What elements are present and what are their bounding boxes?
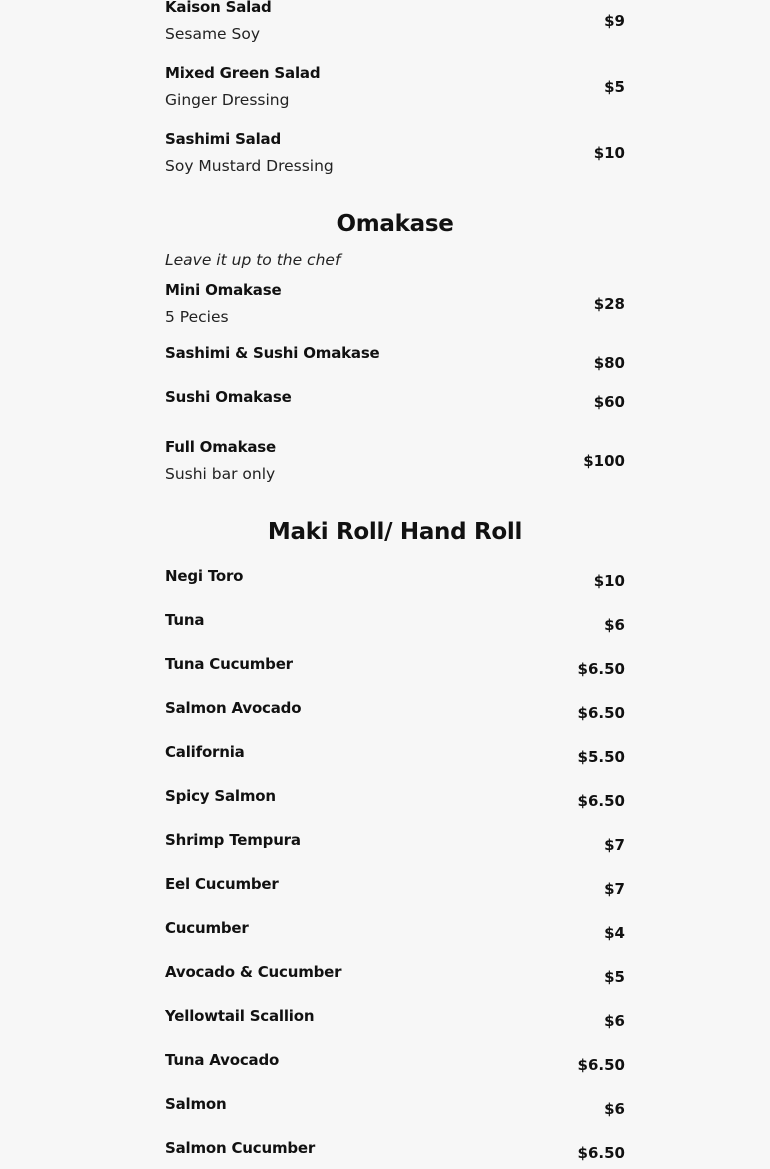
item-price: $10: [593, 143, 625, 162]
item-price: $28: [593, 294, 625, 313]
item-name: California: [165, 743, 245, 761]
item-name: Salmon Avocado: [165, 699, 302, 717]
item-name: Avocado & Cucumber: [165, 963, 342, 981]
section-title-maki: Maki Roll/ Hand Roll: [267, 519, 523, 545]
item-description: 5 Pecies: [165, 308, 229, 326]
salad-list: [165, 0, 625, 186]
menu-item-salmon: [165, 1091, 625, 1135]
item-description: Sushi bar only: [165, 465, 276, 483]
item-description: Ginger Dressing: [165, 91, 290, 109]
menu-item-eel-cucumber: [165, 871, 625, 915]
item-name: Salmon Cucumber: [165, 1139, 316, 1157]
item-name: Negi Toro: [165, 567, 244, 585]
item-name: Mini Omakase: [165, 281, 282, 299]
item-price: $6: [604, 1012, 625, 1030]
menu-item-tuna-avocado: [165, 1047, 625, 1091]
item-name: Tuna Avocado: [165, 1051, 280, 1069]
item-description: Soy Mustard Dressing: [165, 157, 334, 175]
menu-item-avocado-cucumber: [165, 959, 625, 1003]
item-price: $6.50: [577, 1144, 625, 1162]
item-price: $9: [604, 11, 625, 30]
omakase-section: [165, 206, 625, 494]
menu-item-kaison-salad: [165, 0, 625, 54]
menu-item-cucumber: [165, 915, 625, 959]
item-name: Tuna Cucumber: [165, 655, 293, 673]
item-price: $6.50: [577, 660, 625, 678]
item-price: $6.50: [577, 792, 625, 810]
item-price: $6: [604, 1100, 625, 1118]
item-price: $80: [593, 354, 625, 372]
item-name: Sashimi Salad: [165, 130, 281, 148]
item-price: $4: [604, 924, 625, 942]
menu-item-yellowtail-scallion: [165, 1003, 625, 1047]
item-price: $60: [593, 393, 625, 411]
menu-item-negi-toro: [165, 563, 625, 607]
menu-item-salmon-avocado: [165, 695, 625, 739]
item-price: $6: [604, 616, 625, 634]
item-name: Cucumber: [165, 919, 249, 937]
item-name: Yellowtail Scallion: [165, 1007, 315, 1025]
menu-item-tuna: [165, 607, 625, 651]
item-price: $6.50: [577, 704, 625, 722]
menu-item-full-omakase: [165, 428, 625, 494]
item-name: Eel Cucumber: [165, 875, 279, 893]
item-price: $100: [583, 451, 625, 470]
maki-section: [165, 514, 625, 1169]
menu-item-california: [165, 739, 625, 783]
item-name: Spicy Salmon: [165, 787, 276, 805]
item-name: Tuna: [165, 611, 205, 629]
item-price: $6.50: [577, 1056, 625, 1074]
item-price: $5.50: [577, 748, 625, 766]
item-price: $5: [604, 968, 625, 986]
item-name: Salmon: [165, 1095, 227, 1113]
menu-item-shrimp-tempura: [165, 827, 625, 871]
menu-item-spicy-salmon: [165, 783, 625, 827]
item-name: Sushi Omakase: [165, 388, 292, 406]
section-subtitle: Leave it up to the chef: [165, 251, 341, 269]
item-price: $7: [604, 880, 625, 898]
menu-item-mixed-green-salad: [165, 54, 625, 120]
menu-item-sushi-omakase: [165, 384, 625, 428]
menu-column: [165, 0, 625, 1169]
item-name: Kaison Salad: [165, 0, 272, 16]
item-price: $5: [604, 77, 625, 96]
menu-item-tuna-cucumber: [165, 651, 625, 695]
item-price: $10: [593, 572, 625, 590]
item-price: $7: [604, 836, 625, 854]
menu-item-mini-omakase: [165, 274, 625, 334]
menu-item-sashimi-salad: [165, 120, 625, 186]
item-description: Sesame Soy: [165, 25, 261, 43]
item-name: Full Omakase: [165, 438, 276, 456]
section-title-omakase: Omakase: [336, 211, 454, 237]
item-name: Mixed Green Salad: [165, 64, 321, 82]
menu-item-salmon-cucumber: [165, 1135, 625, 1169]
item-name: Shrimp Tempura: [165, 831, 301, 849]
item-name: Sashimi & Sushi Omakase: [165, 344, 380, 362]
menu-item-sashimi-sushi-omakase: [165, 340, 625, 384]
